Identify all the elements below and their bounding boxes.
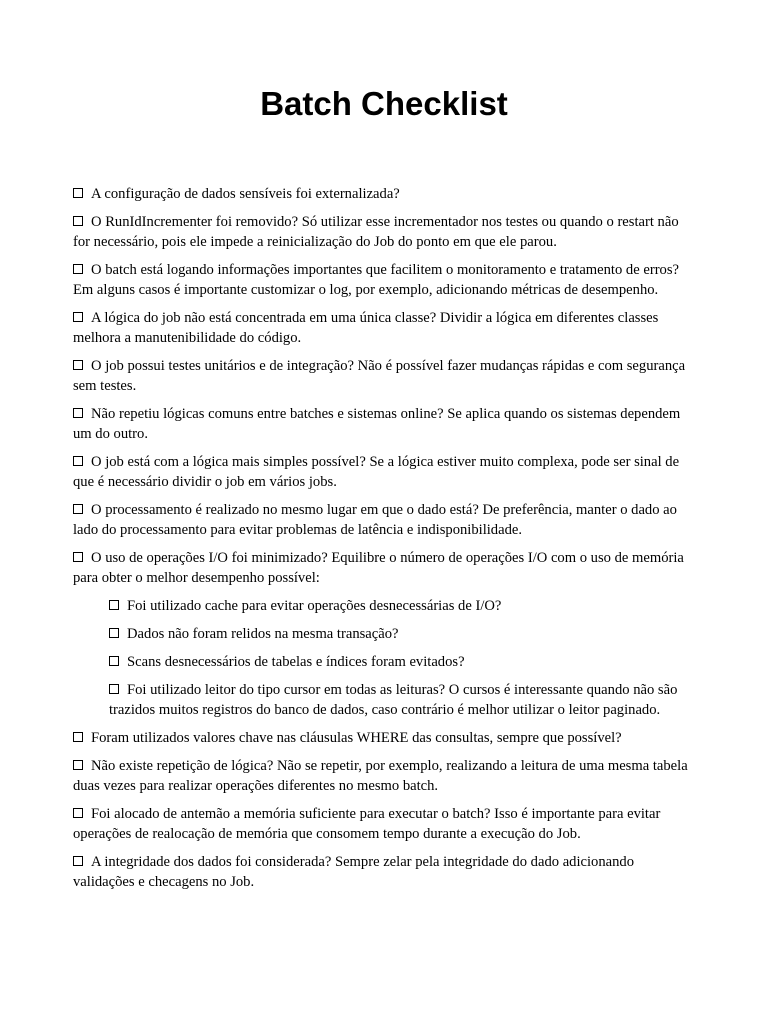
checklist-item-text: O processamento é realizado no mesmo lugar em que o dado está? De preferência, manter o dado ao lado do processamento para evitar problemas de latência e indisponibilidade. — [73, 502, 677, 538]
checklist-subitem — [109, 652, 695, 672]
checklist-subitem — [109, 680, 695, 720]
checkbox-icon[interactable] — [73, 504, 83, 514]
checklist-item — [73, 308, 695, 348]
checklist-item — [73, 548, 695, 588]
checklist-item — [73, 452, 695, 492]
checklist-item-text: O RunIdIncrementer foi removido? Só utilizar esse incrementador nos testes ou quando o restart não for necessário, pois ele impede a reinicialização do Job do ponto em que ele parou. — [73, 214, 679, 250]
checklist-item — [73, 804, 695, 844]
checkbox-icon[interactable] — [73, 216, 83, 226]
checklist-subitem — [109, 596, 695, 616]
checklist-item — [73, 728, 695, 748]
checklist — [73, 184, 695, 900]
checklist-subitem — [109, 624, 695, 644]
checkbox-icon[interactable] — [73, 264, 83, 274]
checklist-item-text: A integridade dos dados foi considerada? Sempre zelar pela integridade do dado adicionando validações e checagens no Job. — [73, 854, 635, 890]
checklist-item-text: O job está com a lógica mais simples possível? Se a lógica estiver muito complexa, pode ser sinal de que é necessário dividir o job em vários jobs. — [73, 454, 680, 490]
checkbox-icon[interactable] — [73, 312, 83, 322]
checkbox-icon[interactable] — [73, 732, 83, 742]
checklist-item-text: Dados não foram relidos na mesma transação? — [127, 626, 399, 642]
page-title: Batch Checklist — [260, 85, 508, 122]
checkbox-icon[interactable] — [73, 188, 83, 198]
checklist-item-text: Foram utilizados valores chave nas cláusulas WHERE das consultas, sempre que possível? — [91, 730, 622, 746]
checklist-item-text: A configuração de dados sensíveis foi externalizada? — [91, 186, 400, 202]
checkbox-icon[interactable] — [73, 552, 83, 562]
checkbox-icon[interactable] — [73, 856, 83, 866]
checkbox-icon[interactable] — [73, 808, 83, 818]
checkbox-icon[interactable] — [109, 628, 119, 638]
checklist-item — [73, 356, 695, 396]
checklist-item — [73, 184, 695, 204]
checklist-item-text: Não repetiu lógicas comuns entre batches e sistemas online? Se aplica quando os sistemas dependem um do outro. — [73, 406, 681, 442]
checklist-item-text: Foi alocado de antemão a memória suficiente para executar o batch? Isso é importante para evitar operações de realocação de memória que consomem tempo durante a execução do Job. — [73, 806, 661, 842]
checklist-item — [73, 404, 695, 444]
checkbox-icon[interactable] — [73, 408, 83, 418]
checklist-item-text: O uso de operações I/O foi minimizado? Equilibre o número de operações I/O com o uso de memória para obter o melhor desempenho possível: — [73, 550, 684, 586]
checklist-item-text: Foi utilizado cache para evitar operações desnecessárias de I/O? — [127, 598, 502, 614]
checklist-item — [73, 212, 695, 252]
checklist-item — [73, 260, 695, 300]
checklist-item-text: Não existe repetição de lógica? Não se repetir, por exemplo, realizando a leitura de uma mesma tabela duas vezes para realizar operações diferentes no mesmo batch. — [73, 758, 688, 794]
checklist-item-text: O job possui testes unitários e de integração? Não é possível fazer mudanças rápidas e com segurança sem testes. — [73, 358, 686, 394]
checkbox-icon[interactable] — [109, 656, 119, 666]
checklist-item-text: O batch está logando informações importantes que facilitem o monitoramento e tratamento de erros? Em alguns casos é importante customizar o log, por exemplo, adicionando métricas de desempenho. — [73, 262, 680, 298]
checklist-item — [73, 852, 695, 892]
checklist-item-text: Foi utilizado leitor do tipo cursor em todas as leituras? O cursos é interessante quando não são trazidos muitos registros do banco de dados, caso contrário é melhor utilizar o leitor paginado. — [109, 682, 678, 718]
checklist-item — [73, 756, 695, 796]
checklist-item — [73, 500, 695, 540]
checkbox-icon[interactable] — [109, 684, 119, 694]
checkbox-icon[interactable] — [73, 456, 83, 466]
checkbox-icon[interactable] — [109, 600, 119, 610]
checklist-item-text: A lógica do job não está concentrada em uma única classe? Dividir a lógica em diferentes classes melhora a manutenibilidade do código. — [73, 310, 659, 346]
checkbox-icon[interactable] — [73, 760, 83, 770]
checkbox-icon[interactable] — [73, 360, 83, 370]
checklist-item-text: Scans desnecessários de tabelas e índices foram evitados? — [127, 654, 465, 670]
